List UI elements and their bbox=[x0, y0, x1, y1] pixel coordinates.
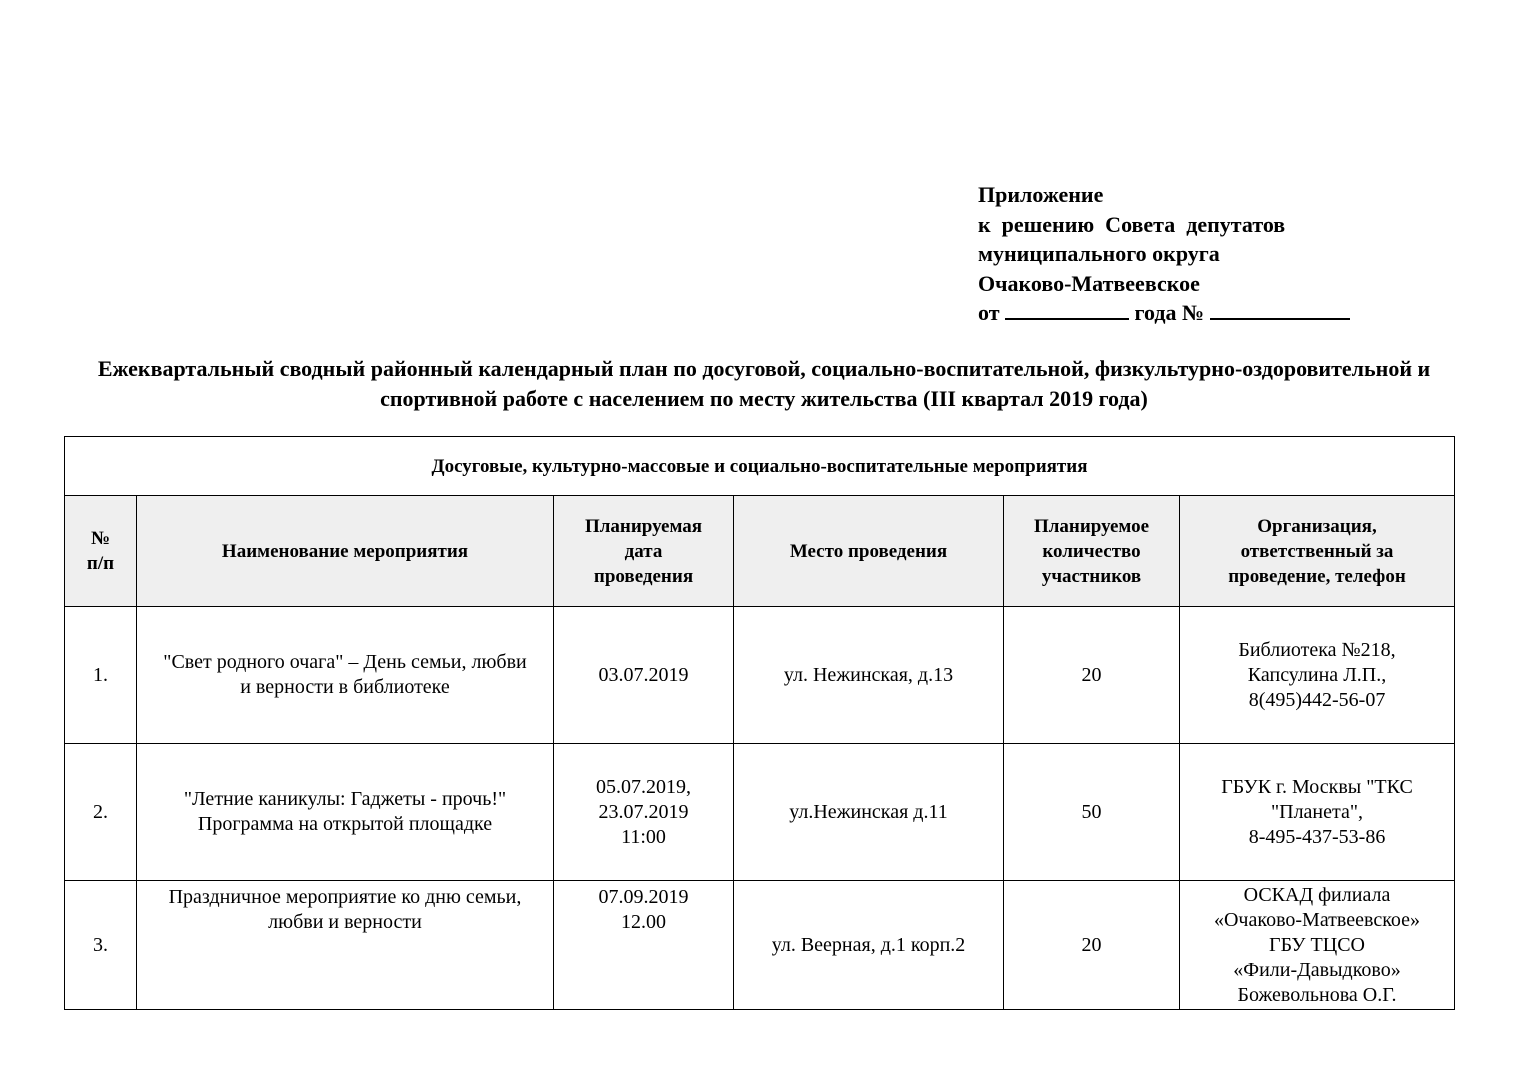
number-blank bbox=[1210, 298, 1350, 320]
table-row bbox=[65, 607, 1455, 744]
header-participants: Планируемое количество участников bbox=[1004, 496, 1180, 607]
row-organization: Библиотека №218, Капсулина Л.П., 8(495)442-56-07 bbox=[1180, 607, 1455, 744]
row-participants: 50 bbox=[1004, 744, 1180, 881]
header-place: Место проведения bbox=[734, 496, 1004, 607]
row-date: 05.07.2019, 23.07.2019 11:00 bbox=[554, 744, 734, 881]
row-date: 07.09.2019 12.00 bbox=[554, 881, 734, 1010]
row-place: ул.Нежинская д.11 bbox=[734, 744, 1004, 881]
appendix-line-3: муниципального округа bbox=[978, 241, 1220, 266]
section-title: Досуговые, культурно-массовые и социально-воспитательные мероприятия bbox=[65, 437, 1455, 496]
row-number: 3. bbox=[65, 881, 137, 1010]
appendix-line-4: Очаково-Матвеевское bbox=[978, 270, 1200, 296]
table-row bbox=[65, 744, 1455, 881]
header-event-name: Наименование мероприятия bbox=[137, 496, 554, 607]
row-place: ул. Веерная, д.1 корп.2 bbox=[734, 881, 1004, 1010]
header-number: № п/п bbox=[65, 496, 137, 607]
appendix-line-1: Приложение bbox=[978, 182, 1104, 207]
appendix-line-2: к решению Совета депутатов bbox=[978, 211, 1286, 237]
row-participants: 20 bbox=[1004, 881, 1180, 1010]
events-table bbox=[64, 436, 1455, 1010]
header-date: Планируемая дата проведения bbox=[554, 496, 734, 607]
row-date: 03.07.2019 bbox=[554, 607, 734, 744]
header-organization: Организация, ответственный за проведение, телефон bbox=[1180, 496, 1455, 607]
appendix-block bbox=[978, 180, 1350, 328]
row-participants: 20 bbox=[1004, 607, 1180, 744]
row-number: 2. bbox=[65, 744, 137, 881]
year-label: года № bbox=[1134, 300, 1205, 325]
row-number: 1. bbox=[65, 607, 137, 744]
appendix-date-line bbox=[978, 298, 1350, 328]
header-row bbox=[65, 496, 1455, 607]
row-organization: ГБУК г. Москвы "ТКС "Планета", 8-495-437-53-86 bbox=[1180, 744, 1455, 881]
row-organization: ОСКАД филиала «Очаково-Матвеевское» ГБУ ТЦСО «Фили-Давыдково» Божевольнова О.Г. bbox=[1180, 881, 1455, 1010]
row-place: ул. Нежинская, д.13 bbox=[734, 607, 1004, 744]
row-event-name: "Летние каникулы: Гаджеты - прочь!" Программа на открытой площадке bbox=[137, 744, 554, 881]
section-row bbox=[65, 437, 1455, 496]
row-event-name: "Свет родного очага" – День семьи, любви и верности в библиотеке bbox=[137, 607, 554, 744]
row-event-name: Праздничное мероприятие ко дню семьи, любви и верности bbox=[137, 881, 554, 1010]
from-label: от bbox=[978, 300, 1000, 325]
table-row bbox=[65, 881, 1455, 1010]
date-blank bbox=[1005, 298, 1129, 320]
document-title: Ежеквартальный сводный районный календарный план по досуговой, социально-воспитательной, физкультурно-оздоровительной и спортивной работе с населением по месту жительства (III квартал 2019 года) bbox=[97, 356, 1431, 411]
